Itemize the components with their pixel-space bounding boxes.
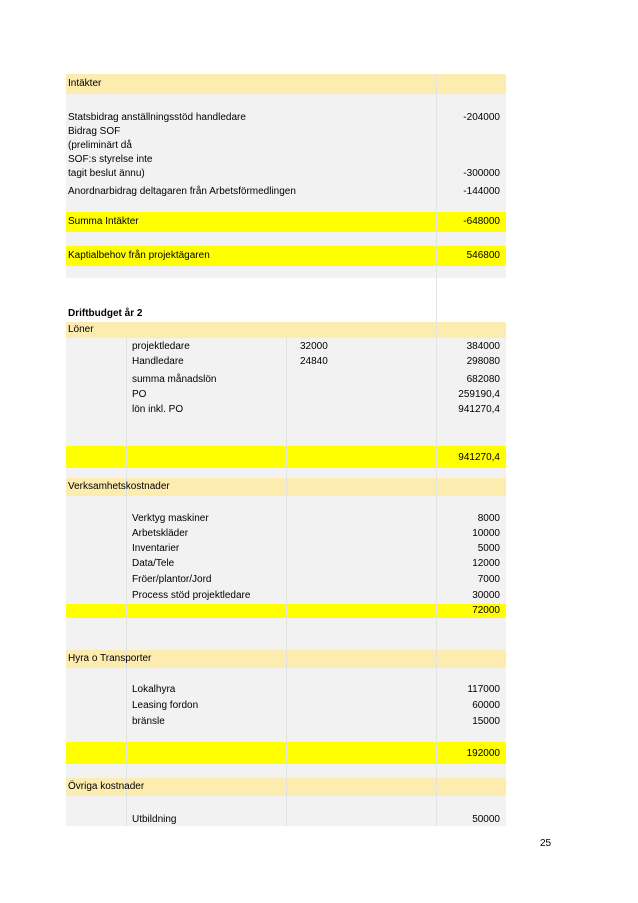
column-divider — [436, 74, 437, 826]
verksamhet-row-label: Arbetskläder — [132, 528, 189, 539]
verksamhet-row-value: 10000 — [472, 528, 500, 539]
intakter-header: Intäkter — [68, 78, 102, 89]
loner-row-value: 941270,4 — [458, 404, 500, 415]
loner-header: Löner — [68, 324, 94, 335]
verksamhet-row-label: Data/Tele — [132, 558, 175, 569]
hyra-header: Hyra o Transporter — [68, 653, 152, 664]
loner-row-value: 682080 — [466, 374, 500, 385]
loner-total: 941270,4 — [458, 452, 500, 463]
verksamhet-row-value: 8000 — [477, 513, 500, 524]
hyra-row-label: Lokalhyra — [132, 684, 176, 695]
intakter-row-value: -300000 — [463, 168, 500, 179]
summa-intakter-value: -648000 — [463, 216, 500, 227]
summa-intakter-label: Summa Intäkter — [68, 216, 139, 227]
column-divider — [126, 338, 127, 826]
loner-row-label: Handledare — [132, 356, 184, 367]
ovriga-row-label: Utbildning — [132, 814, 177, 825]
page-number: 25 — [540, 838, 552, 849]
ovriga-row-value: 50000 — [472, 814, 500, 825]
verksamhet-row-label: Process stöd projektledare — [132, 590, 251, 601]
loner-row-value: 384000 — [466, 341, 500, 352]
loner-row-label: summa månadslön — [132, 374, 217, 385]
verksamhet-row-label: Verktyg maskiner — [132, 513, 209, 524]
spacer-band — [66, 266, 506, 278]
hyra-row-value: 117000 — [467, 684, 500, 695]
loner-row-value: 259190,4 — [458, 389, 500, 400]
verksamhet-row-value: 5000 — [477, 543, 500, 554]
verksamhet-total: 72000 — [472, 605, 500, 616]
column-divider — [286, 338, 287, 826]
hyra-row-value: 60000 — [472, 700, 500, 711]
intakter-header-band — [66, 74, 506, 94]
driftbudget-title: Driftbudget år 2 — [68, 308, 143, 319]
hyra-row-label: Leasing fordon — [132, 700, 199, 711]
verksamhet-header: Verksamhetskostnader — [68, 481, 170, 492]
loner-row-label: projektledare — [132, 341, 190, 352]
loner-row-label: PO — [132, 389, 147, 400]
verksamhet-row-label: Inventarier — [132, 543, 180, 554]
intakter-row-label: Statsbidrag anställningsstöd handledare — [68, 112, 246, 123]
intakter-row-label: Anordnarbidrag deltagaren från Arbetsförmedlingen — [68, 186, 296, 197]
intakter-row-value: -204000 — [463, 112, 500, 123]
intakter-row-label: Bidrag SOF — [68, 126, 121, 137]
kapital-label: Kaptialbehov från projektägaren — [68, 250, 210, 261]
intakter-row-label: SOF:s styrelse inte — [68, 154, 153, 165]
hyra-row-value: 15000 — [472, 716, 500, 727]
kapital-value: 546800 — [466, 250, 500, 261]
loner-row-label: lön inkl. PO — [132, 404, 184, 415]
loner-row-monthly: 24840 — [300, 356, 328, 367]
hyra-row-label: bränsle — [132, 716, 165, 727]
ovriga-header: Övriga kostnader — [68, 781, 145, 792]
verksamhet-row-value: 7000 — [477, 574, 500, 585]
loner-header-band — [66, 322, 506, 338]
intakter-row-label: (preliminärt då — [68, 140, 132, 151]
loner-row-value: 298080 — [466, 356, 500, 367]
spacer-band — [66, 232, 506, 246]
verksamhet-row-value: 12000 — [472, 558, 500, 569]
verksamhet-row-label: Fröer/plantor/Jord — [132, 574, 212, 585]
hyra-total: 192000 — [466, 748, 500, 759]
intakter-row-value: -144000 — [463, 186, 500, 197]
verksamhet-row-value: 30000 — [472, 590, 500, 601]
loner-row-monthly: 32000 — [300, 341, 328, 352]
intakter-row-label: tagit beslut ännu) — [68, 168, 145, 179]
